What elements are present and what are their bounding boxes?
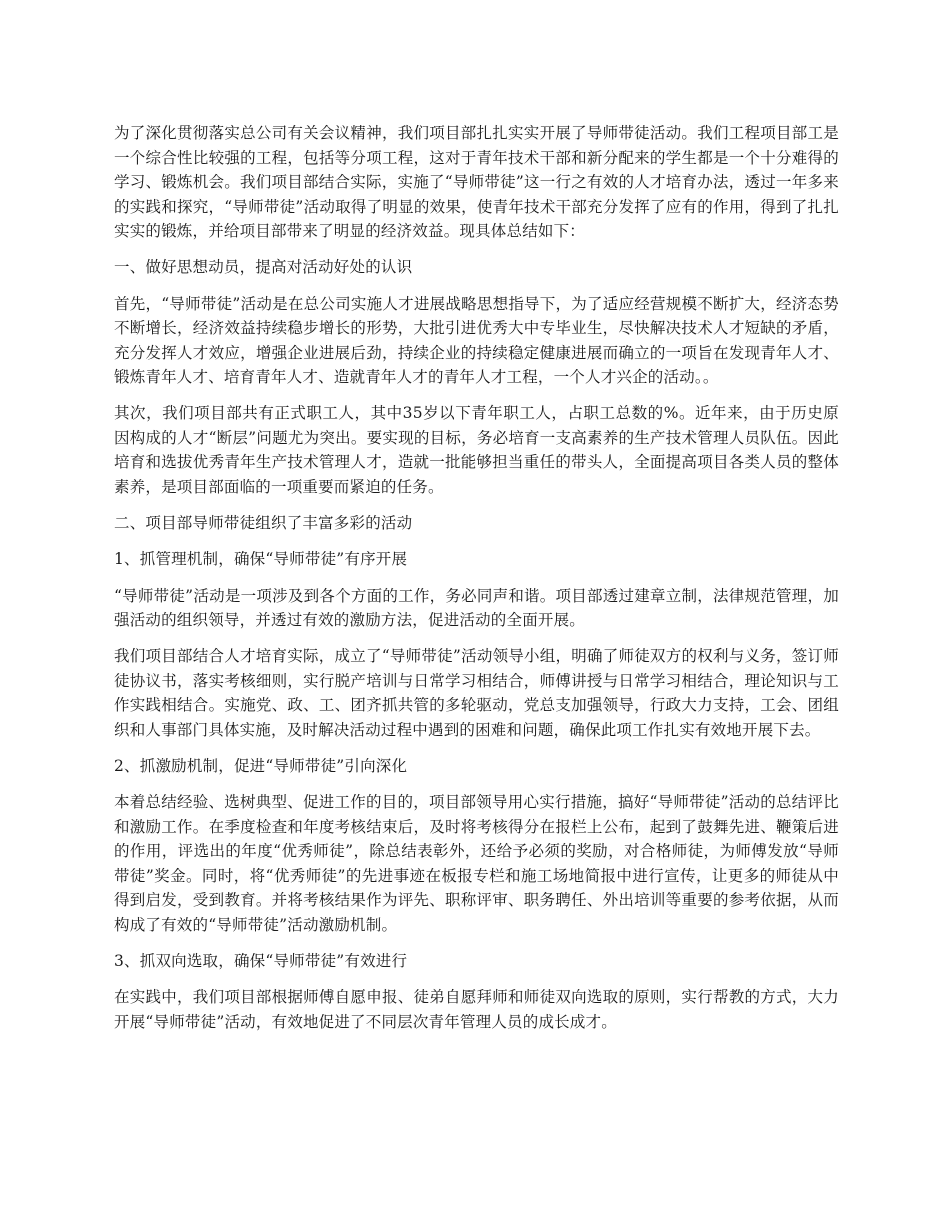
section-2-heading: 二、项目部导师带徒组织了丰富多彩的活动 <box>114 513 413 532</box>
subsection-3-heading: 3、抓双向选取，确保“导师带徒”有效进行 <box>114 951 408 970</box>
subsection-2-paragraph-1: 本着总结经验、选树典型、促进工作的目的，项目部领导用心实行措施，搞好“导师带徒”活动的总结评比和激励工作。在季度检查和年度考核结束后，及时将考核得分在报栏上公布，起到了鼓舞先进、鞭策后进的作用，评选出的年度“优秀师徒”，除总结表彰外，还给予必须的奖励，对合格师徒，为师傅发放“导师带徒”奖金。同时，将“优秀师徒”的先进事迹在板报专栏和施工场地简报中进行宣传，让更多的师徒从中得到启发，受到教育。并将考核结果作为评先、职称评审、职务聘任、外出培训等重要的参考依据，从而构成了有效的“导师带徒”活动激励机制。 <box>114 793 839 934</box>
section-1-heading: 一、做好思想动员，提高对活动好处的认识 <box>114 258 413 276</box>
document-body <box>114 121 839 1046</box>
section-1-paragraph-1: 首先，“导师带徒”活动是在总公司实施人才进展战略思想指导下，为了适应经营规模不断扩大，经济态势不断增长，经济效益持续稳步增长的形势，大批引进优秀大中专毕业生，尽快解决技术人才短缺的矛盾，充分发挥人才效应，增强企业进展后劲，持续企业的持续稳定健康进展而确立的一项旨在发现青年人才、锻炼青年人才、培育青年人才、造就青年人才的青年人才工程，一个人才兴企的活动。。 <box>114 294 839 386</box>
subsection-1-paragraph-2: 我们项目部结合人才培育实际，成立了“导师带徒”活动领导小组，明确了师徒双方的权利与义务，签订师徒协议书，落实考核细则，实行脱产培训与日常学习相结合，师傅讲授与日常学习相结合，理论知识与工作实践相结合。实施党、政、工、团齐抓共管的多轮驱动，党总支加强领导，行政大力支持，工会、团组织和人事部门具体实施，及时解决活动过程中遇到的困难和问题，确保此项工作扎实有效地开展下去。 <box>114 647 839 739</box>
intro-paragraph: 为了深化贯彻落实总公司有关会议精神，我们项目部扎扎实实开展了导师带徒活动。我们工程项目部工是一个综合性比较强的工程，包括等分项工程，这对于青年技术干部和新分配来的学生都是一个十分难得的学习、锻炼机会。我们项目部结合实际，实施了“导师带徒”这一行之有效的人才培育办法，透过一年多来的实践和探究，“导师带徒”活动取得了明显的效果，使青年技术干部充分发挥了应有的作用，得到了扎扎实实的锻炼，并给项目部带来了明显的经济效益。现具体总结如下： <box>114 124 839 240</box>
subsection-1-heading: 1、抓管理机制，确保“导师带徒”有序开展 <box>114 550 408 568</box>
subsection-2-heading: 2、抓激励机制，促进“导师带徒”引向深化 <box>114 756 408 775</box>
subsection-1-paragraph-1: “导师带徒”活动是一项涉及到各个方面的工作，务必同声和谐。项目部透过建章立制，法律规范管理，加强活动的组织领导，并透过有效的激励方法，促进活动的全面开展。 <box>114 586 839 629</box>
subsection-3-paragraph-1: 在实践中，我们项目部根据师傅自愿申报、徒弟自愿拜师和师徒双向选取的原则，实行帮教的方式，大力开展“导师带徒”活动，有效地促进了不同层次青年管理人员的成长成才。 <box>114 988 839 1031</box>
section-1-paragraph-2: 其次，我们项目部共有正式职工人，其中35岁以下青年职工人，占职工总数的%。近年来，由于历史原因构成的人才“断层”问题尤为突出。要实现的目标，务必培育一支高素养的生产技术管理人员队伍。因此培育和选拔优秀青年生产技术管理人才，造就一批能够担当重任的带头人，全面提高项目各类人员的整体素养，是项目部面临的一项重要而紧迫的任务。 <box>114 404 839 496</box>
